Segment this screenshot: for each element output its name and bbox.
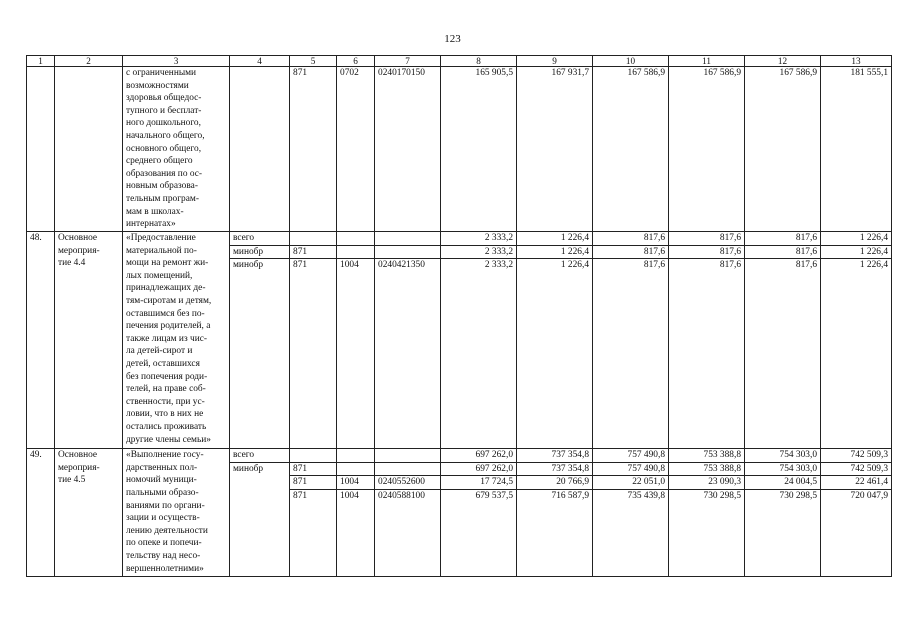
- header-cell: 8: [441, 56, 517, 67]
- amount-cell: 730 298,5: [669, 490, 745, 577]
- amount-cell: 817,6: [745, 245, 821, 259]
- target-article-cell: 0240588100: [375, 490, 441, 577]
- amount-cell: 22 461,4: [821, 476, 892, 490]
- amount-cell: 817,6: [745, 232, 821, 246]
- activity-name-cell: Основное мероприя- тие 4.4: [55, 232, 123, 449]
- amount-cell: 23 090,3: [669, 476, 745, 490]
- header-cell: 10: [593, 56, 669, 67]
- row-number-cell: 49.: [27, 449, 55, 577]
- amount-cell: 2 333,2: [441, 232, 517, 246]
- amount-cell: 742 509,3: [821, 449, 892, 463]
- page-number: 123: [444, 33, 461, 45]
- section-cell: 1004: [337, 259, 375, 449]
- amount-cell: 754 303,0: [745, 449, 821, 463]
- amount-cell: 817,6: [745, 259, 821, 449]
- amount-cell: 167 586,9: [745, 67, 821, 232]
- header-cell: 5: [290, 56, 337, 67]
- table-row: [27, 67, 892, 232]
- grbs-cell: 871: [290, 245, 337, 259]
- amount-cell: 2 333,2: [441, 245, 517, 259]
- header-cell: 9: [517, 56, 593, 67]
- executor-cell: минобр: [230, 259, 290, 449]
- amount-cell: 22 051,0: [593, 476, 669, 490]
- grbs-cell: [290, 232, 337, 246]
- amount-cell: 167 586,9: [593, 67, 669, 232]
- amount-cell: 817,6: [669, 232, 745, 246]
- header-cell: 4: [230, 56, 290, 67]
- amount-cell: 1 226,4: [517, 259, 593, 449]
- amount-cell: 1 226,4: [517, 232, 593, 246]
- section-cell: 1004: [337, 490, 375, 577]
- amount-cell: 720 047,9: [821, 490, 892, 577]
- header-row: [27, 56, 892, 67]
- amount-cell: 753 388,8: [669, 462, 745, 476]
- amount-cell: 697 262,0: [441, 449, 517, 463]
- amount-cell: 757 490,8: [593, 462, 669, 476]
- header-cell: 12: [745, 56, 821, 67]
- description-cell: «Выполнение госу- дарственных пол- номочий муници- пальными образо- ваниями по органи- зации и осуществ- лению деятельности по опеке и попечи- тельству над несо- вершеннолетними»: [123, 449, 230, 577]
- header-cell: 7: [375, 56, 441, 67]
- amount-cell: 753 388,8: [669, 449, 745, 463]
- amount-cell: 817,6: [669, 259, 745, 449]
- executor-cell: минобр: [230, 245, 290, 259]
- header-cell: 2: [55, 56, 123, 67]
- activity-name-cell: [55, 67, 123, 232]
- amount-cell: 737 354,8: [517, 449, 593, 463]
- amount-cell: 1 226,4: [517, 245, 593, 259]
- header-cell: 3: [123, 56, 230, 67]
- header-cell: 13: [821, 56, 892, 67]
- grbs-cell: 871: [290, 476, 337, 490]
- amount-cell: 817,6: [593, 245, 669, 259]
- target-article-cell: 0240421350: [375, 259, 441, 449]
- executor-cell: всего: [230, 232, 290, 246]
- activity-name-cell: Основное мероприя- тие 4.5: [55, 449, 123, 577]
- target-article-cell: [375, 462, 441, 476]
- amount-cell: 1 226,4: [821, 232, 892, 246]
- amount-cell: 181 555,1: [821, 67, 892, 232]
- table-row: [27, 449, 892, 463]
- row-number-cell: [27, 67, 55, 232]
- amount-cell: 716 587,9: [517, 490, 593, 577]
- description-cell: «Предоставление материальной по- мощи на ремонт жи- лых помещений, принадлежащих де- тям-сиротам и детям, оставшимся без по- печения родителей, а также лицам из чис- ла детей-сирот и детей, оставшихся без попечения роди- телей, на праве соб- ственности, при ус- ловии, что в них не остались проживать другие члены семьи»: [123, 232, 230, 449]
- amount-cell: 167 931,7: [517, 67, 593, 232]
- grbs-cell: 871: [290, 462, 337, 476]
- section-cell: 1004: [337, 476, 375, 490]
- executor-cell: [230, 67, 290, 232]
- amount-cell: 817,6: [593, 232, 669, 246]
- amount-cell: 1 226,4: [821, 259, 892, 449]
- grbs-cell: 871: [290, 67, 337, 232]
- amount-cell: 1 226,4: [821, 245, 892, 259]
- section-cell: [337, 462, 375, 476]
- amount-cell: 24 004,5: [745, 476, 821, 490]
- grbs-cell: 871: [290, 259, 337, 449]
- amount-cell: 679 537,5: [441, 490, 517, 577]
- target-article-cell: 0240170150: [375, 67, 441, 232]
- grbs-cell: [290, 449, 337, 463]
- target-article-cell: [375, 449, 441, 463]
- target-article-cell: [375, 232, 441, 246]
- amount-cell: 697 262,0: [441, 462, 517, 476]
- section-cell: 0702: [337, 67, 375, 232]
- amount-cell: 817,6: [669, 245, 745, 259]
- section-cell: [337, 245, 375, 259]
- amount-cell: 730 298,5: [745, 490, 821, 577]
- amount-cell: 754 303,0: [745, 462, 821, 476]
- budget-table: [26, 55, 892, 577]
- executor-cell: минобр: [230, 462, 290, 577]
- section-cell: [337, 232, 375, 246]
- amount-cell: 735 439,8: [593, 490, 669, 577]
- table-row: [27, 232, 892, 246]
- amount-cell: 737 354,8: [517, 462, 593, 476]
- target-article-cell: 0240552600: [375, 476, 441, 490]
- amount-cell: 17 724,5: [441, 476, 517, 490]
- target-article-cell: [375, 245, 441, 259]
- amount-cell: 817,6: [593, 259, 669, 449]
- amount-cell: 167 586,9: [669, 67, 745, 232]
- amount-cell: 165 905,5: [441, 67, 517, 232]
- grbs-cell: 871: [290, 490, 337, 577]
- description-cell: с ограниченными возможностями здоровья общедос- тупного и бесплат- ного дошкольного, начального общего, основного общего, среднего общего образования по ос- новным образова- тельным програм- мам в школах- интернатах»: [123, 67, 230, 232]
- row-number-cell: 48.: [27, 232, 55, 449]
- executor-cell: всего: [230, 449, 290, 463]
- header-cell: 1: [27, 56, 55, 67]
- header-cell: 6: [337, 56, 375, 67]
- header-cell: 11: [669, 56, 745, 67]
- amount-cell: 2 333,2: [441, 259, 517, 449]
- section-cell: [337, 449, 375, 463]
- amount-cell: 757 490,8: [593, 449, 669, 463]
- amount-cell: 742 509,3: [821, 462, 892, 476]
- amount-cell: 20 766,9: [517, 476, 593, 490]
